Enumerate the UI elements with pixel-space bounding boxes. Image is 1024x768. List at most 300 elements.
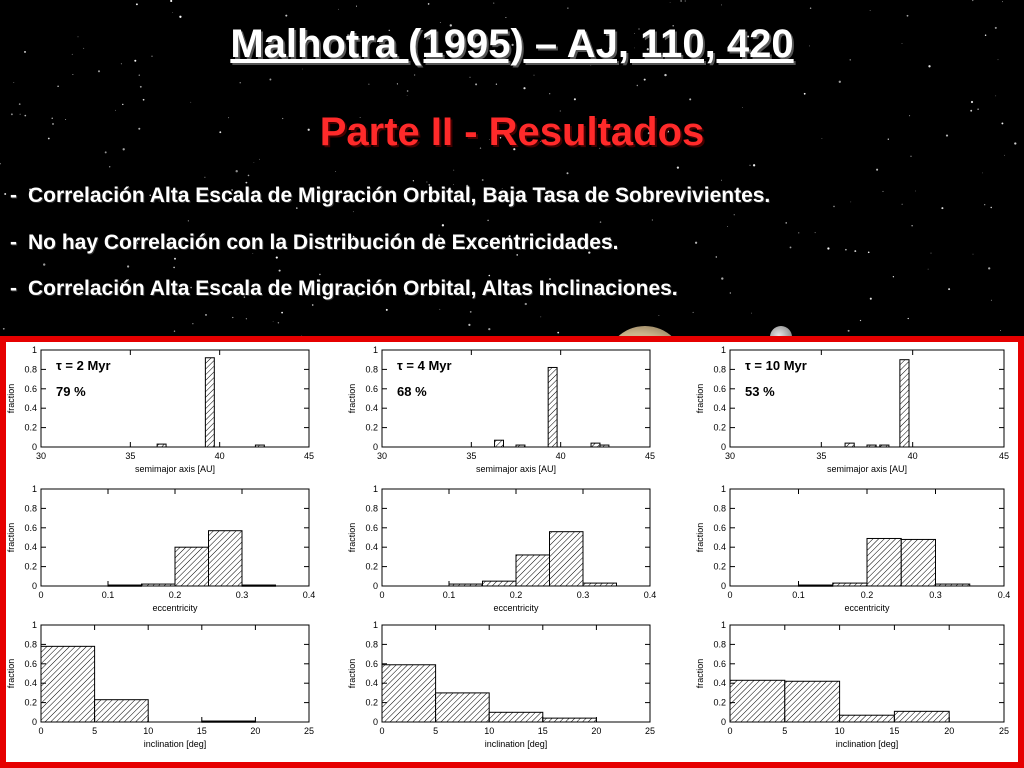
star-dot [810,7,811,8]
star-dot [172,12,173,13]
star-dot [482,179,484,181]
star-dot [751,313,752,314]
star-dot [122,104,123,105]
histogram-bar [548,367,557,447]
star-dot [540,317,541,318]
histogram-bar [175,547,209,586]
star-dot [281,312,283,314]
star-dot [882,191,883,192]
star-dot [179,16,181,18]
star-dot [4,193,6,195]
star-dot [915,191,916,192]
star-dot [659,315,660,316]
star-dot [730,292,731,293]
y-tick-label: 0.6 [365,383,378,394]
star-dot [790,246,792,248]
y-tick-label: 0 [372,581,378,591]
star-dot [804,93,806,95]
x-tick-label: 0.4 [302,590,316,600]
y-tick-label: 0.8 [365,503,378,514]
star-dot [140,86,142,88]
star-dot [13,82,14,83]
star-dot [204,177,205,178]
histogram-bar [516,555,550,586]
y-axis-label: fraction [695,383,705,414]
y-tick-label: 0.4 [24,542,37,553]
x-tick-label: 0.1 [101,590,115,600]
histogram-bar [550,532,584,586]
x-tick-label: 35 [125,451,136,461]
x-tick-label: 10 [143,726,154,736]
histogram-bar [543,718,597,722]
y-tick-label: 0.4 [365,678,378,689]
y-tick-label: 1 [31,484,37,494]
y-tick-label: 1 [720,620,726,630]
star-dot [356,6,357,7]
star-dot [3,328,5,330]
x-axis-label: inclination [deg] [484,739,548,749]
y-tick-label: 0.8 [24,364,37,375]
star-dot [971,101,973,103]
star-dot [57,86,59,88]
star-dot [928,269,929,270]
y-tick-label: 0.8 [713,639,726,650]
star-dot [496,84,497,85]
star-dot [721,277,723,279]
x-tick-label: 0.2 [509,590,523,600]
y-tick-label: 0.6 [713,658,726,669]
star-dot [248,175,250,177]
bullet-marker: - [10,231,17,254]
star-dot [188,220,189,221]
star-dot [868,251,870,253]
star-dot [397,83,398,84]
y-tick-label: 0.2 [365,422,378,433]
star-dot [170,0,172,2]
star-dot [0,163,1,164]
star-dot [319,274,320,275]
star-dot [127,265,129,267]
y-tick-label: 0.8 [24,503,37,514]
x-tick-label: 40 [555,451,566,461]
star-dot [470,77,471,78]
x-tick-label: 15 [889,726,900,736]
star-dot [414,74,415,75]
x-tick-label: 25 [303,726,315,736]
star-dot [557,332,559,334]
x-axis-label: eccentricity [152,603,198,613]
star-dot [948,288,950,290]
tau-label: τ = 10 Myr [745,358,807,373]
star-dot [136,3,138,5]
histogram-bar [205,358,214,447]
y-tick-label: 0.8 [365,639,378,650]
star-dot [439,309,440,310]
y-tick-label: 0.8 [713,503,726,514]
bullet-text: Correlación Alta Escala de Migración Orbital, Baja Tasa de Sobrevivientes. [28,184,771,207]
star-dot [908,318,909,319]
star-dot [827,247,829,249]
histogram-bar [894,711,949,722]
star-dot [407,95,408,96]
x-axis-label: eccentricity [493,603,539,613]
x-tick-label: 0 [379,590,385,600]
y-tick-label: 0.6 [365,522,378,533]
y-tick-label: 0 [372,442,378,452]
star-dot [990,207,991,208]
star-dot [574,98,576,100]
slide-subtitle: Parte II - Resultados [319,110,705,154]
star-dot [246,318,247,319]
star-dot [236,170,238,172]
y-tick-label: 0.6 [365,658,378,669]
x-tick-label: 0 [38,590,44,600]
star-dot [860,320,861,321]
star-dot [685,1,686,2]
star-dot [567,8,568,9]
star-dot [870,10,871,11]
y-tick-label: 1 [372,484,378,494]
x-tick-label: 0.2 [860,590,874,600]
y-axis-label: fraction [6,522,16,553]
star-dot [205,314,207,316]
star-dot [1000,330,1001,331]
star-dot [273,321,274,322]
y-axis-label: fraction [695,522,705,553]
y-axis-label: fraction [347,383,357,414]
y-tick-label: 0 [31,442,37,452]
histogram-bar [209,531,243,586]
tau-label: τ = 2 Myr [56,358,111,373]
x-tick-label: 0.4 [997,590,1011,600]
star-dot [902,204,903,205]
star-dot [798,232,799,233]
star-dot [911,225,912,226]
star-dot [984,204,985,205]
x-tick-label: 0.1 [792,590,805,600]
star-dot [941,207,943,209]
star-dot [386,309,388,311]
bullet-text: No hay Correlación con la Distribución de Excentricidades. [28,231,619,254]
y-tick-label: 0 [720,442,726,452]
x-axis-label: inclination [deg] [143,739,207,749]
x-axis-label: semimajor axis [AU] [826,464,908,474]
star-dot [600,221,601,222]
survival-percent-label: 53 % [745,384,775,399]
y-tick-label: 0.2 [24,422,37,433]
star-dot [848,330,850,332]
x-tick-label: 35 [816,451,827,461]
y-tick-label: 0.6 [24,658,37,669]
x-axis-label: eccentricity [844,603,890,613]
y-tick-label: 0.6 [713,522,726,533]
x-tick-label: 0.4 [643,590,657,600]
star-dot [815,232,816,233]
y-axis-label: fraction [347,522,357,553]
star-dot [505,17,506,18]
star-dot [833,206,835,208]
y-tick-label: 0.2 [713,561,726,572]
y-tick-label: 0.4 [365,403,378,414]
figure-panel [0,336,1024,768]
histogram-grid [6,342,1018,762]
star-dot [1002,1,1003,2]
star-dot [680,0,681,1]
star-dot [973,254,974,255]
x-tick-label: 0 [727,726,733,736]
histogram-bar [41,646,95,722]
star-dot [910,156,911,157]
star-dot [240,82,241,83]
star-dot [335,171,336,172]
y-tick-label: 1 [31,620,37,630]
star-dot [353,211,354,212]
star-dot [426,181,427,182]
x-tick-label: 25 [644,726,656,736]
bullet-marker: - [10,277,17,300]
survival-percent-label: 79 % [56,384,86,399]
y-tick-label: 1 [372,345,378,355]
star-dot [695,242,697,244]
y-tick-label: 0.6 [713,383,726,394]
y-axis-label: fraction [6,658,16,689]
x-tick-label: 5 [433,726,439,736]
histogram-bar [591,443,600,447]
star-dot [734,214,735,215]
histogram-bar [840,715,895,722]
star-dot [173,267,175,269]
star-dot [312,304,314,306]
y-tick-label: 1 [372,620,378,630]
star-dot [693,312,694,313]
histogram-bar [436,693,490,722]
y-tick-label: 0.4 [713,678,726,689]
star-dot [43,263,45,265]
x-tick-label: 25 [998,726,1010,736]
star-dot [279,270,281,272]
star-dot [907,15,909,17]
x-tick-label: 30 [35,451,47,461]
star-dot [749,165,750,166]
x-tick-label: 20 [591,726,602,736]
star-dot [972,0,973,1]
star-dot [470,311,472,313]
histogram-bar [900,360,909,447]
star-dot [276,257,278,259]
x-axis-label: semimajor axis [AU] [134,464,216,474]
x-tick-label: 10 [834,726,845,736]
y-tick-label: 1 [720,484,726,494]
star-dot [742,107,743,108]
star-dot [109,166,110,167]
y-tick-label: 0 [720,581,726,591]
star-dot [98,70,100,72]
x-tick-label: 30 [724,451,736,461]
x-tick-label: 0 [727,590,733,600]
star-dot [143,99,145,101]
star-dot [995,96,996,97]
x-tick-label: 45 [644,451,656,461]
star-dot [72,74,73,75]
star-dot [721,4,722,5]
star-dot [753,164,755,166]
star-dot [174,331,175,332]
star-dot [677,166,679,168]
star-dot [368,84,369,85]
star-dot [652,220,653,221]
star-dot [232,317,233,318]
y-tick-label: 0.2 [24,697,37,708]
y-tick-label: 0.4 [24,678,37,689]
x-tick-label: 0.3 [576,590,590,600]
y-tick-label: 0 [31,581,37,591]
y-tick-label: 1 [720,345,726,355]
x-tick-label: 0.3 [929,590,942,600]
y-tick-label: 0.8 [24,639,37,650]
star-dot [488,328,490,330]
star-dot [534,75,535,76]
x-tick-label: 15 [537,726,548,736]
x-tick-label: 5 [92,726,98,736]
y-tick-label: 0 [31,717,37,727]
x-tick-label: 45 [303,451,315,461]
slide-title: Malhotra (1995) – AJ, 110, 420 [230,22,794,66]
x-tick-label: 0.1 [442,590,456,600]
star-dot [567,172,569,174]
star-dot [19,103,21,105]
star-dot [475,83,477,85]
star-dot [407,90,409,92]
star-dot [988,267,990,269]
star-dot [442,224,444,226]
histogram-bar [901,539,935,586]
star-dot [493,3,494,4]
y-tick-label: 0.6 [24,522,37,533]
star-dot [525,303,527,305]
x-tick-label: 10 [484,726,495,736]
x-tick-label: 15 [196,726,207,736]
bullet-item [10,277,678,301]
y-tick-label: 0 [720,717,726,727]
histogram-bar [845,443,854,447]
star-dot [428,3,430,5]
star-dot [487,220,489,222]
histogram-bar [483,581,517,586]
y-tick-label: 0.8 [713,364,726,375]
histogram-bar [382,665,436,722]
star-dot [785,222,787,224]
star-dot [716,256,717,257]
star-dot [285,15,287,17]
y-tick-label: 0.4 [365,542,378,553]
y-tick-label: 0.4 [713,542,726,553]
y-axis-label: fraction [347,658,357,689]
x-tick-label: 0 [38,726,44,736]
star-dot [174,258,176,260]
star-dot [549,93,550,94]
histogram-bar [785,681,840,722]
y-tick-label: 0.4 [713,403,726,414]
histogram-bar [489,712,543,722]
bullet-text: Correlación Alta Escala de Migración Orbital, Altas Inclinaciones. [28,277,678,300]
x-tick-label: 40 [907,451,918,461]
star-dot [259,159,260,160]
y-tick-label: 0.8 [365,364,378,375]
star-dot [413,180,414,181]
x-tick-label: 30 [376,451,388,461]
histogram-bar [495,440,504,447]
y-tick-label: 0.2 [365,697,378,708]
star-dot [338,9,339,10]
star-dot [302,69,303,70]
star-dot [139,74,140,75]
star-dot [839,81,841,83]
star-dot [644,79,646,81]
star-dot [870,298,872,300]
star-dot [721,180,722,181]
x-tick-label: 45 [998,451,1010,461]
survival-percent-label: 68 % [397,384,427,399]
x-axis-label: inclination [deg] [835,739,899,749]
bullet-item [10,184,770,208]
x-tick-label: 0.2 [168,590,182,600]
y-axis-label: fraction [6,383,16,414]
bullet-item [10,231,619,255]
star-dot [670,2,671,3]
star-dot [991,300,992,301]
y-tick-label: 0.4 [24,403,37,414]
y-tick-label: 0.2 [713,422,726,433]
star-dot [854,250,856,252]
x-tick-label: 35 [466,451,477,461]
x-tick-label: 20 [250,726,261,736]
y-tick-label: 0.2 [713,697,726,708]
x-tick-label: 0.3 [235,590,249,600]
star-dot [453,170,454,171]
star-dot [982,173,983,174]
star-dot [689,98,691,100]
y-axis-label: fraction [695,658,705,689]
y-tick-label: 0.6 [24,383,37,394]
star-dot [664,74,666,76]
star-dot [278,322,279,323]
star-dot [850,202,851,203]
x-tick-label: 40 [214,451,225,461]
y-tick-label: 0.2 [365,561,378,572]
y-tick-label: 0 [372,717,378,727]
histogram-bar [95,700,149,722]
histogram-bar [867,538,901,586]
x-axis-label: semimajor axis [AU] [475,464,557,474]
star-dot [468,324,470,326]
tau-label: τ = 4 Myr [397,358,452,373]
star-dot [876,169,878,171]
bullet-marker: - [10,184,17,207]
y-tick-label: 0.2 [24,561,37,572]
x-tick-label: 5 [782,726,788,736]
x-tick-label: 20 [944,726,955,736]
star-dot [190,102,191,103]
star-dot [845,249,847,251]
star-dot [269,79,271,81]
star-dot [523,87,525,89]
star-dot [254,162,255,163]
histogram-bar [730,680,785,722]
star-dot [637,85,638,86]
star-dot [727,226,728,227]
y-tick-label: 1 [31,345,37,355]
star-dot [931,253,932,254]
